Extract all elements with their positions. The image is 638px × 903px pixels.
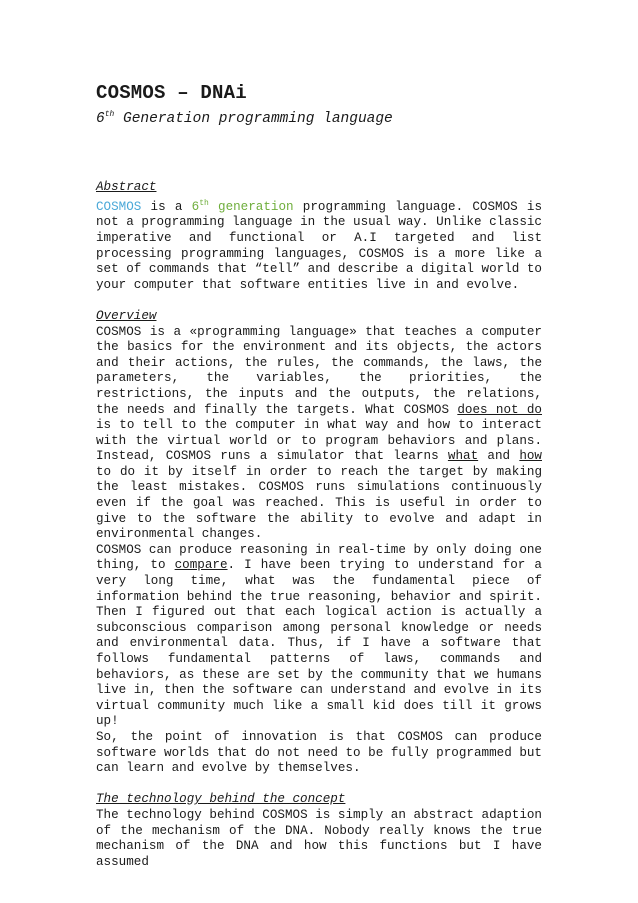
spacer	[96, 293, 542, 309]
overview-p2-compare: compare	[174, 558, 228, 573]
document-subtitle	[96, 110, 393, 127]
subtitle-text: Generation programming language	[114, 110, 393, 127]
document-title: COSMOS – DNAi	[96, 82, 247, 104]
abstract-is-a: is a	[141, 199, 192, 214]
overview-p1-what: what	[447, 449, 479, 464]
generation-link[interactable]	[192, 200, 294, 214]
technology-paragraph-1: The technology behind COSMOS is simply an abstract adaption of the mechanism of the DNA. Nobody really knows the true mechanism of the DNA and how this functions but I have assumed	[96, 807, 542, 869]
overview-paragraph-1	[96, 325, 542, 543]
subtitle-ordinal-suffix: th	[104, 110, 115, 119]
overview-p1-d: to do it by itself in order to reach the target by making the least mistakes. COSMOS runs simulations continuously even if the goal was reached. This is useful in order to give to the software the ability to evolve and adapt in environmental changes.	[96, 464, 542, 542]
overview-p1-a: COSMOS is a «programming language» that teaches a computer the basics for the environment and its objects, the actors and their actions, the rules, the commands, the laws, the parameters, the variables, the priorities, the restrictions, the inputs and the outputs, the relations, the needs and finally the targets. What COSMOS	[96, 324, 542, 417]
overview-paragraph-2	[96, 543, 542, 730]
abstract-paragraph	[96, 196, 542, 294]
generation-word: generation	[208, 199, 294, 214]
generation-suffix: th	[199, 198, 209, 208]
generation-number: 6	[191, 199, 200, 214]
abstract-text: programming language. COSMOS is not a programming language in the usual way. Unlike classic imperative and functional or A.I targeted and list processing programming languages, COSMOS is a more like a set of commands that “tell” and describe a digital world to your computer that software entities live in and evolve.	[96, 199, 542, 292]
subtitle-ordinal-number: 6	[96, 110, 105, 127]
technology-heading: The technology behind the concept	[96, 792, 346, 807]
overview-paragraph-3: So, the point of innovation is that COSMOS can produce software worlds that do not need to be fully programmed but can learn and evolve by themselves.	[96, 729, 542, 776]
cosmos-link[interactable]: COSMOS	[96, 199, 142, 214]
overview-p2-a: COSMOS can produce reasoning in real-time by only doing one thing, to	[96, 542, 542, 573]
overview-p1-c: and	[478, 449, 520, 464]
overview-p1-how: how	[519, 449, 542, 464]
overview-p2-b: . I have been trying to understand for a very long time, what was the fundamental piece of information behind the true reasoning, behavior and spirit. Then I figured out that each logical action is actually a subconscious comparison among personal knowledge or needs and environmental data. Thus, if I have a software that follows fundamental patterns of laws, commands and behaviors, as these are set by the community that we humans live in, then the software can understand and evolve in its virtual community much like a small kid does till it grows up!	[96, 558, 542, 729]
overview-p1-b: is to tell to the computer in what way and how to interact with the virtual world or to program behaviors and plans. Instead, COSMOS runs a simulator that learns	[96, 418, 542, 464]
abstract-heading: Abstract	[96, 180, 157, 194]
document-body	[96, 180, 542, 870]
overview-heading: Overview	[96, 308, 157, 323]
spacer	[96, 777, 542, 793]
overview-p1-does-not-do: does not do	[457, 402, 542, 417]
